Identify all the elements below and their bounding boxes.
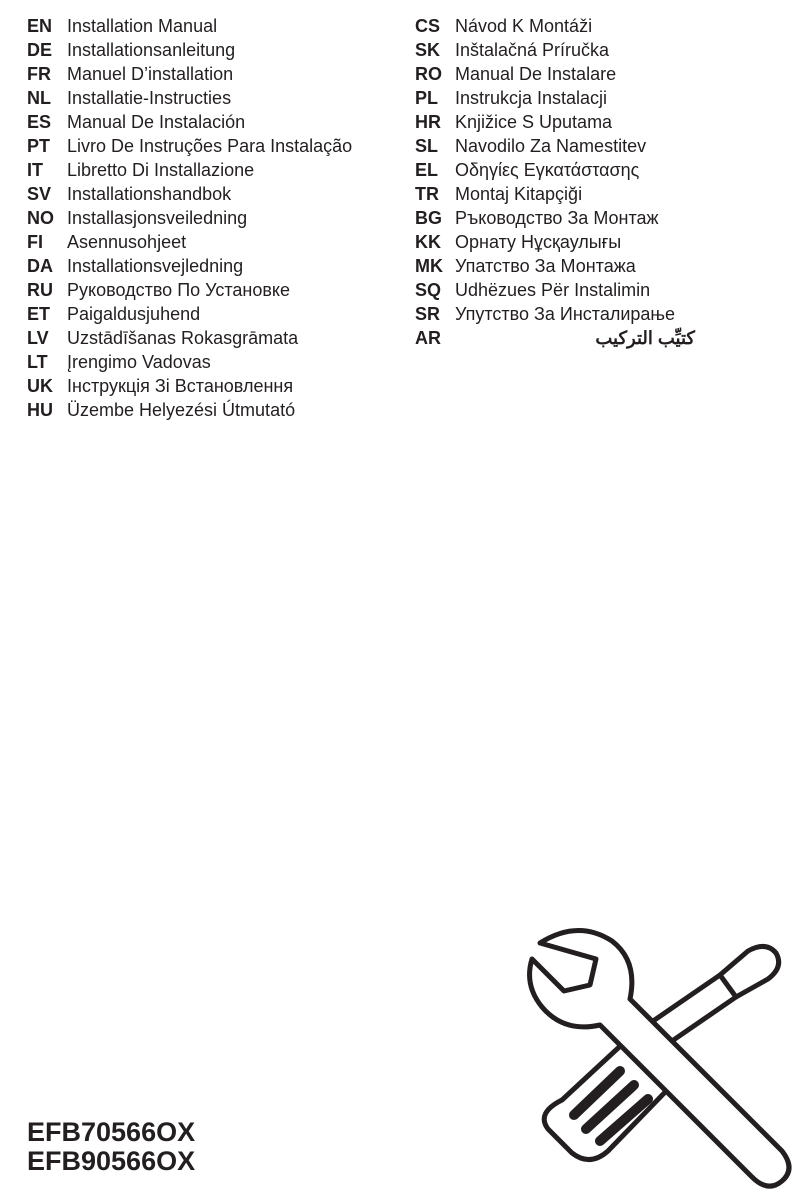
language-code: PT (27, 136, 51, 156)
manual-title: Instrukcja Instalacji (455, 88, 608, 108)
manual-title: Ръководство За Монтаж (455, 208, 659, 228)
language-code: SV (27, 184, 52, 204)
manual-title: كتيِّب التركيب (595, 328, 695, 348)
language-code: LT (27, 352, 48, 372)
manual-title: Asennusohjeet (67, 232, 187, 252)
language-row-tr (415, 182, 705, 206)
wrench-screwdriver-icon (520, 915, 808, 1193)
language-code: RU (27, 280, 53, 300)
language-row-sq (415, 278, 705, 302)
language-code: HU (27, 400, 53, 420)
language-code: FR (27, 64, 51, 84)
manual-title: Installationshandbok (67, 184, 232, 204)
language-code: AR (415, 328, 441, 348)
manual-title: Упатство За Монтажа (455, 256, 636, 276)
manual-title: Орнату Нұсқаулығы (455, 232, 622, 252)
manual-title: Installasjonsveiledning (67, 208, 248, 228)
language-code: DE (27, 40, 53, 60)
manual-title: Упутство За Инсталирање (455, 304, 676, 324)
language-list-right (415, 14, 705, 350)
language-code: NL (27, 88, 51, 108)
manual-title: Uzstādīšanas Rokasgrāmata (67, 328, 299, 348)
manual-title: Paigaldusjuhend (67, 304, 201, 324)
language-code: KK (415, 232, 441, 252)
language-code: IT (27, 160, 43, 180)
manual-title: Manual De Instalación (67, 112, 246, 132)
manual-title: Οδηγίες Εγκατάστασης (455, 160, 640, 180)
language-row-sl (415, 134, 705, 158)
language-code: ES (27, 112, 52, 132)
language-code: SR (415, 304, 441, 324)
manual-title: Üzembe Helyezési Útmutató (67, 400, 296, 420)
language-row-sr (415, 302, 705, 326)
language-code: LV (27, 328, 49, 348)
language-row-sk (415, 38, 705, 62)
language-code: PL (415, 88, 439, 108)
language-row-bg (415, 206, 705, 230)
language-code: FI (27, 232, 43, 252)
manual-title: Návod K Montáži (455, 16, 593, 36)
language-code: EL (415, 160, 439, 180)
language-code: DA (27, 256, 53, 276)
language-code: ET (27, 304, 51, 324)
manual-title: Montaj Kitapçiği (455, 184, 583, 204)
manual-title: Inštalačná Príručka (455, 40, 610, 60)
language-code: BG (415, 208, 442, 228)
manual-title: Livro De Instruções Para Instalação (67, 136, 353, 156)
model-number: EFB70566OX (27, 1117, 196, 1147)
language-code: UK (27, 376, 53, 396)
manual-title: Udhëzues Për Instalimin (455, 280, 651, 300)
language-code: RO (415, 64, 442, 84)
language-row-hr (415, 110, 705, 134)
manual-title: Manuel D’installation (67, 64, 234, 84)
language-code: HR (415, 112, 441, 132)
manual-title: Руководство По Установке (67, 280, 291, 300)
language-code: SQ (415, 280, 442, 300)
language-code: TR (415, 184, 439, 204)
manual-title: Installation Manual (67, 16, 218, 36)
language-row-ar (415, 326, 705, 350)
language-code: SK (415, 40, 441, 60)
model-number: EFB90566OX (27, 1146, 196, 1176)
language-code: EN (27, 16, 53, 36)
language-row-kk (415, 230, 705, 254)
language-code: SL (415, 136, 439, 156)
manual-title: Installationsvejledning (67, 256, 244, 276)
language-row-ro (415, 62, 705, 86)
manual-title: Įrengimo Vadovas (67, 352, 211, 372)
manual-title: Manual De Instalare (455, 64, 617, 84)
manual-title: Navodilo Za Namestitev (455, 136, 647, 156)
model-numbers (27, 1118, 195, 1176)
language-row-el (415, 158, 705, 182)
language-code: CS (415, 16, 441, 36)
language-code: NO (27, 208, 54, 228)
language-row-pl (415, 86, 705, 110)
manual-title: Libretto Di Installazione (67, 160, 255, 180)
manual-title: Installationsanleitung (67, 40, 236, 60)
language-row-cs (415, 14, 705, 38)
manual-title: Installatie-Instructies (67, 88, 232, 108)
language-row-mk (415, 254, 705, 278)
language-code: MK (415, 256, 443, 276)
manual-title: Інструкція Зі Встановлення (67, 376, 294, 396)
manual-title: Knjižice S Uputama (455, 112, 613, 132)
